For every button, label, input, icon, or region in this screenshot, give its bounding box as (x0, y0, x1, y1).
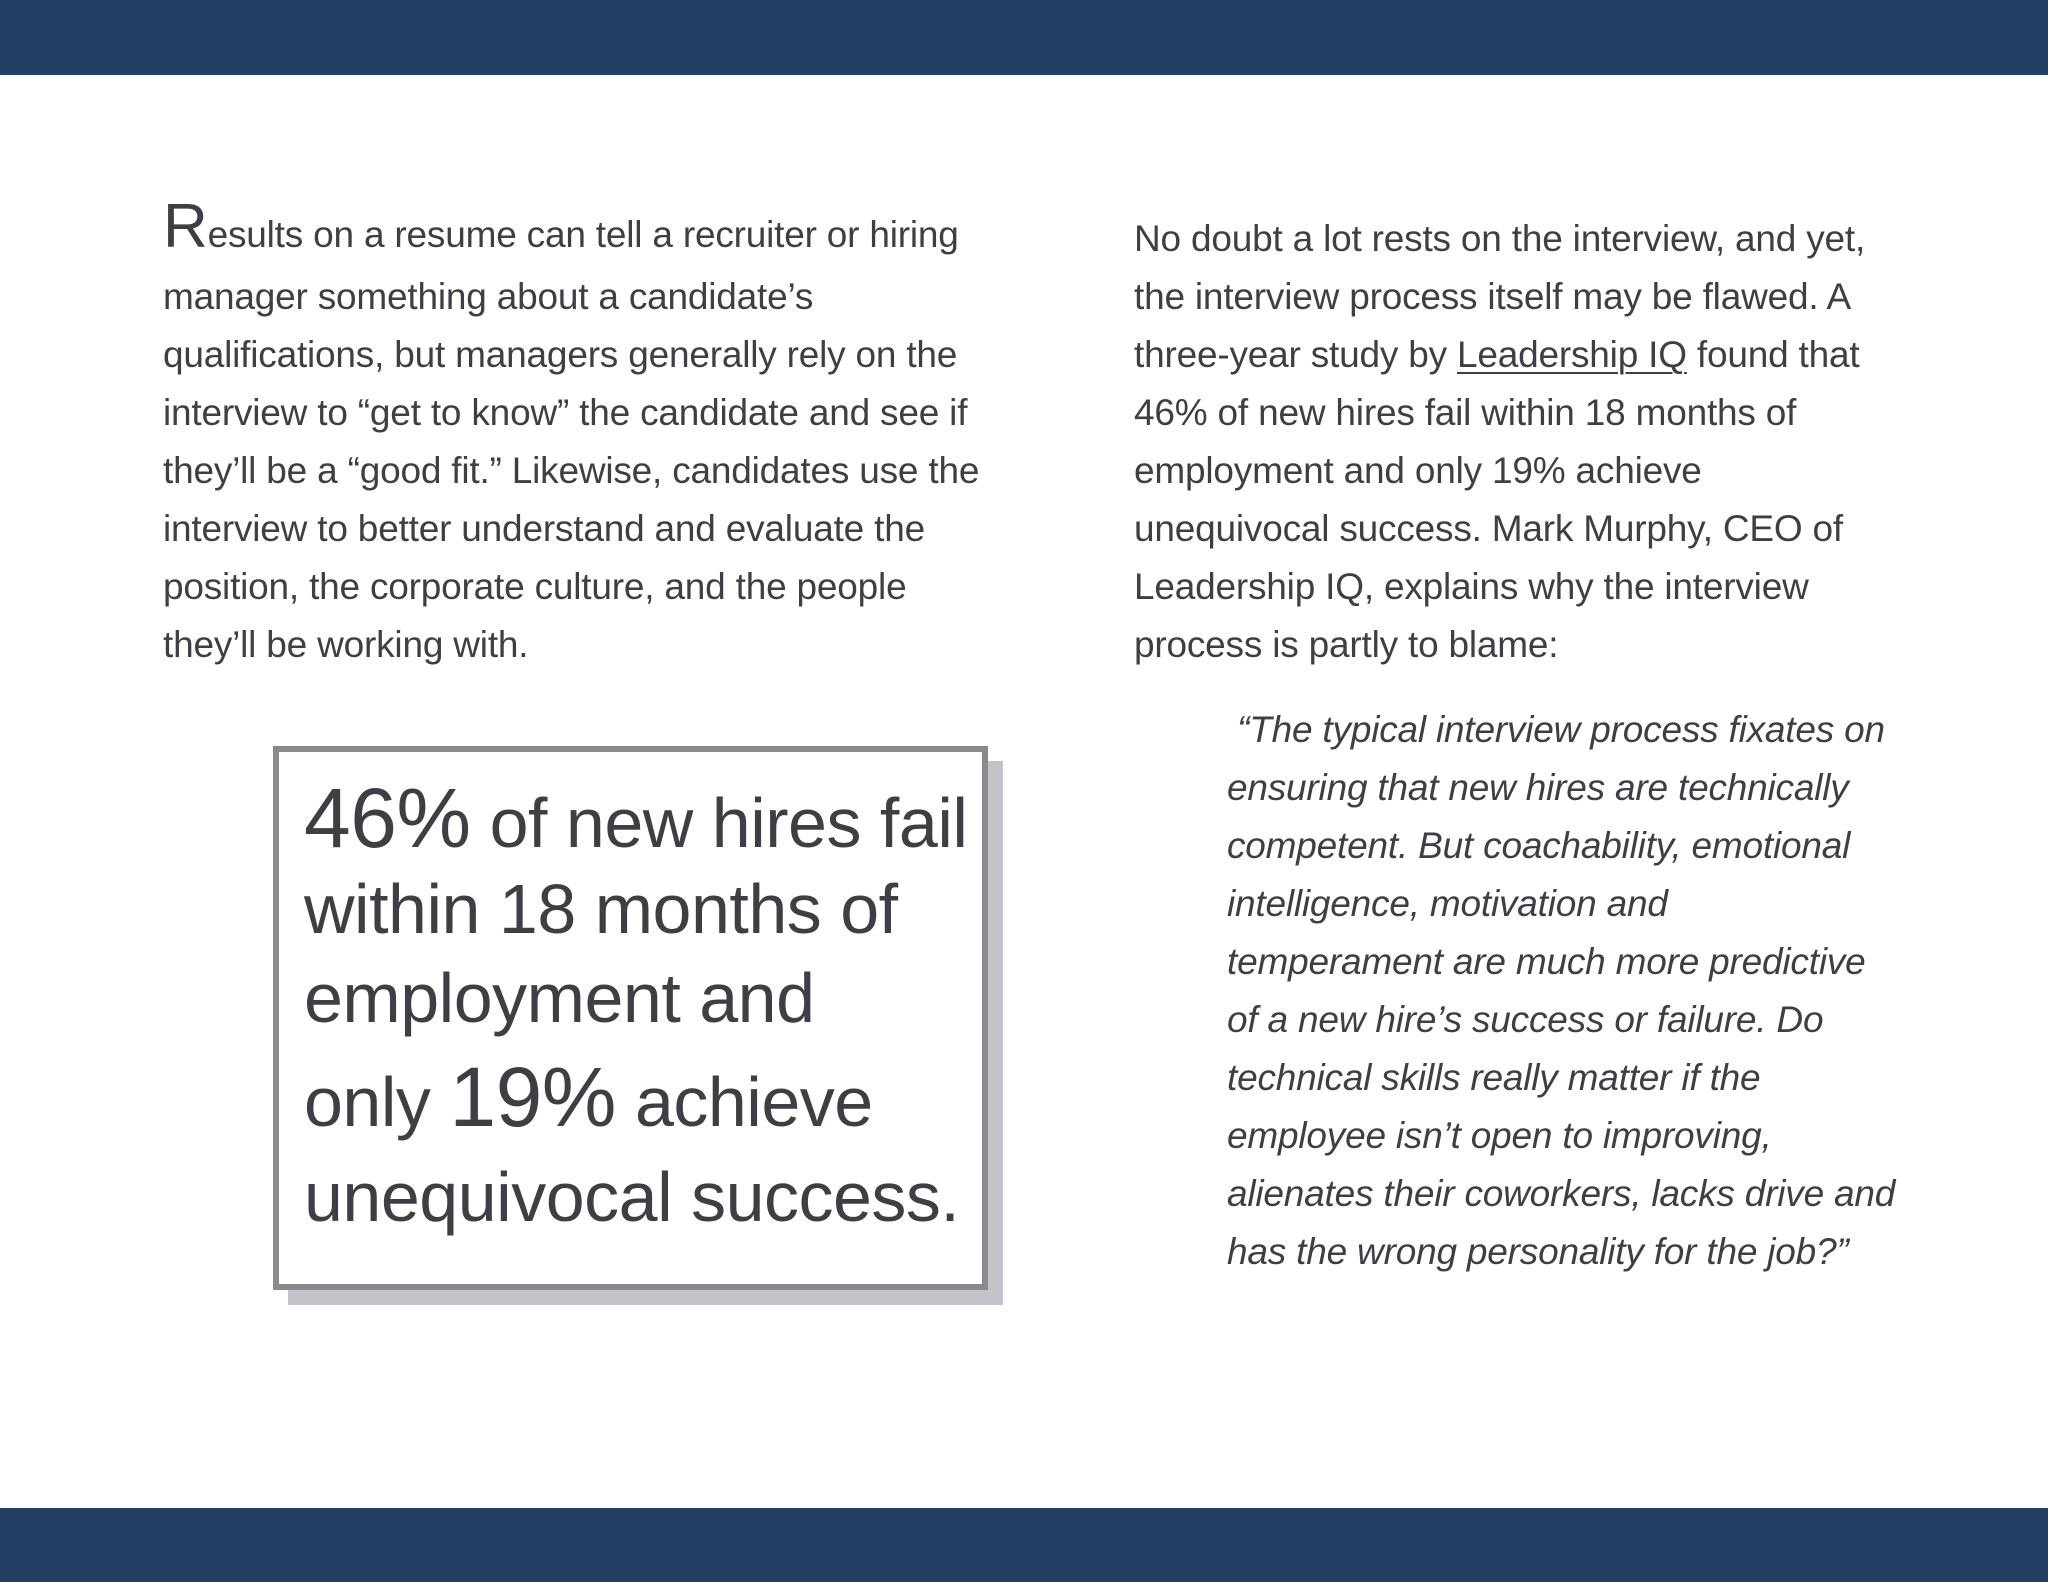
leadership-iq-link[interactable]: Leadership IQ (1456, 334, 1687, 375)
study-line: unequivocal success. Mark Murphy, CEO of (1134, 508, 1843, 549)
stat-19-percent: 19% (449, 1050, 616, 1144)
study-line: 46% of new hires fail within 18 months of (1134, 392, 1797, 433)
quote-line: “The typical interview process fixates on (1227, 709, 1885, 750)
study-paragraph (1134, 210, 2014, 674)
study-text-segment: found that (1686, 334, 1860, 375)
quote-line: competent. But coachability, emotional (1227, 825, 1851, 866)
drop-cap: R (163, 192, 208, 261)
study-line: employment and only 19% achieve (1134, 450, 1702, 491)
intro-line: they’ll be working with. (163, 624, 529, 665)
callout-line (304, 772, 967, 864)
quote-line: alienates their coworkers, lacks drive and (1227, 1173, 1896, 1214)
study-line: the interview process itself may be flawed. A (1134, 276, 1851, 317)
quote-line: of a new hire’s success or failure. Do (1227, 999, 1824, 1040)
intro-line (163, 192, 1063, 268)
callout-text-segment: of new hires fail (470, 784, 968, 862)
study-line: No doubt a lot rests on the interview, and yet, (1134, 218, 1866, 259)
intro-line: qualifications, but managers generally rely on the (163, 334, 958, 375)
quote-line: has the wrong personality for the job?” (1227, 1231, 1849, 1272)
intro-line: manager something about a candidate’s (163, 276, 814, 317)
intro-line: interview to better understand and evaluate the (163, 508, 925, 549)
block-quote (1227, 701, 2017, 1281)
stat-callout-box (273, 746, 988, 1290)
quote-line: technical skills really matter if the (1227, 1057, 1761, 1098)
intro-line-text: esults on a resume can tell a recruiter or hiring (207, 214, 959, 255)
callout-line (304, 1042, 967, 1152)
callout-line: unequivocal success. (304, 1158, 960, 1236)
header-bar (0, 0, 2048, 75)
intro-line: they’ll be a “good fit.” Likewise, candidates use the (163, 450, 980, 491)
quote-line: ensuring that new hires are technically (1227, 767, 1849, 808)
intro-paragraph (163, 192, 1063, 674)
study-line (1134, 326, 2014, 384)
callout-text-segment: achieve (616, 1063, 873, 1141)
study-text-segment: three-year study by (1134, 334, 1457, 375)
intro-line: position, the corporate culture, and the people (163, 566, 907, 607)
callout-line: within 18 months of (304, 870, 898, 948)
intro-line: interview to “get to know” the candidate and see if (163, 392, 968, 433)
stat-46-percent: 46% (304, 771, 471, 865)
footer-bar (0, 1508, 2048, 1582)
study-line: process is partly to blame: (1134, 624, 1559, 665)
callout-line: employment and (304, 959, 815, 1037)
callout-text-segment: only (304, 1063, 450, 1141)
study-line: Leadership IQ, explains why the interview (1134, 566, 1809, 607)
quote-line: employee isn’t open to improving, (1227, 1115, 1772, 1156)
quote-line: intelligence, motivation and (1227, 883, 1668, 924)
quote-line: temperament are much more predictive (1227, 941, 1866, 982)
callout-text (304, 772, 967, 1242)
